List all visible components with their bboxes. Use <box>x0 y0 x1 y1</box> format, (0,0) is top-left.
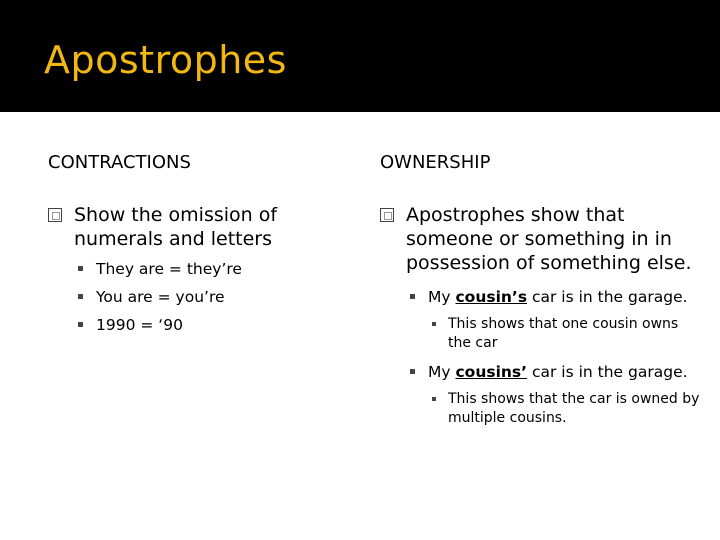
note-text: This shows that the car is owned by multiple cousins. <box>448 391 700 426</box>
ownership-heading: OWNERSHIP <box>380 152 491 173</box>
example-suffix: car is in the garage. <box>527 288 688 306</box>
contraction-example-text: They are = they’re <box>96 260 242 278</box>
ownership-bullet <box>380 203 700 275</box>
contractions-column <box>48 152 348 343</box>
example-prefix: My <box>428 363 456 381</box>
checkbox-bullet-icon <box>48 208 62 222</box>
note-text: This shows that one cousin owns the car <box>448 316 679 351</box>
square-bullet-icon <box>78 322 83 327</box>
square-bullet-icon <box>78 294 83 299</box>
checkbox-bullet-icon <box>380 208 394 222</box>
square-bullet-icon <box>432 397 436 401</box>
contractions-bullet-text: Show the omission of numerals and letters <box>74 204 278 250</box>
contractions-bullet <box>48 203 348 251</box>
square-bullet-icon <box>410 294 415 299</box>
contraction-example <box>48 259 348 279</box>
plural-possessive-word: cousins’ <box>455 363 528 381</box>
example-prefix: My <box>428 288 456 306</box>
square-bullet-icon <box>78 266 83 271</box>
contraction-example <box>48 315 348 335</box>
ownership-note-singular <box>380 315 700 353</box>
ownership-bullet-text: Apostrophes show that someone or something in in possession of something else. <box>406 204 692 274</box>
contraction-example-text: 1990 = ‘90 <box>96 316 183 334</box>
example-suffix: car is in the garage. <box>527 363 688 381</box>
ownership-note-plural <box>380 390 700 428</box>
ownership-example-plural <box>380 362 700 382</box>
contraction-example <box>48 287 348 307</box>
slide-title: Apostrophes <box>44 38 287 82</box>
contractions-heading: CONTRACTIONS <box>48 152 191 173</box>
ownership-example-singular <box>380 287 700 307</box>
square-bullet-icon <box>410 369 415 374</box>
contraction-example-text: You are = you’re <box>96 288 225 306</box>
title-bar <box>0 0 720 112</box>
ownership-column <box>380 152 700 437</box>
singular-possessive-word: cousin’s <box>455 288 528 306</box>
square-bullet-icon <box>432 322 436 326</box>
